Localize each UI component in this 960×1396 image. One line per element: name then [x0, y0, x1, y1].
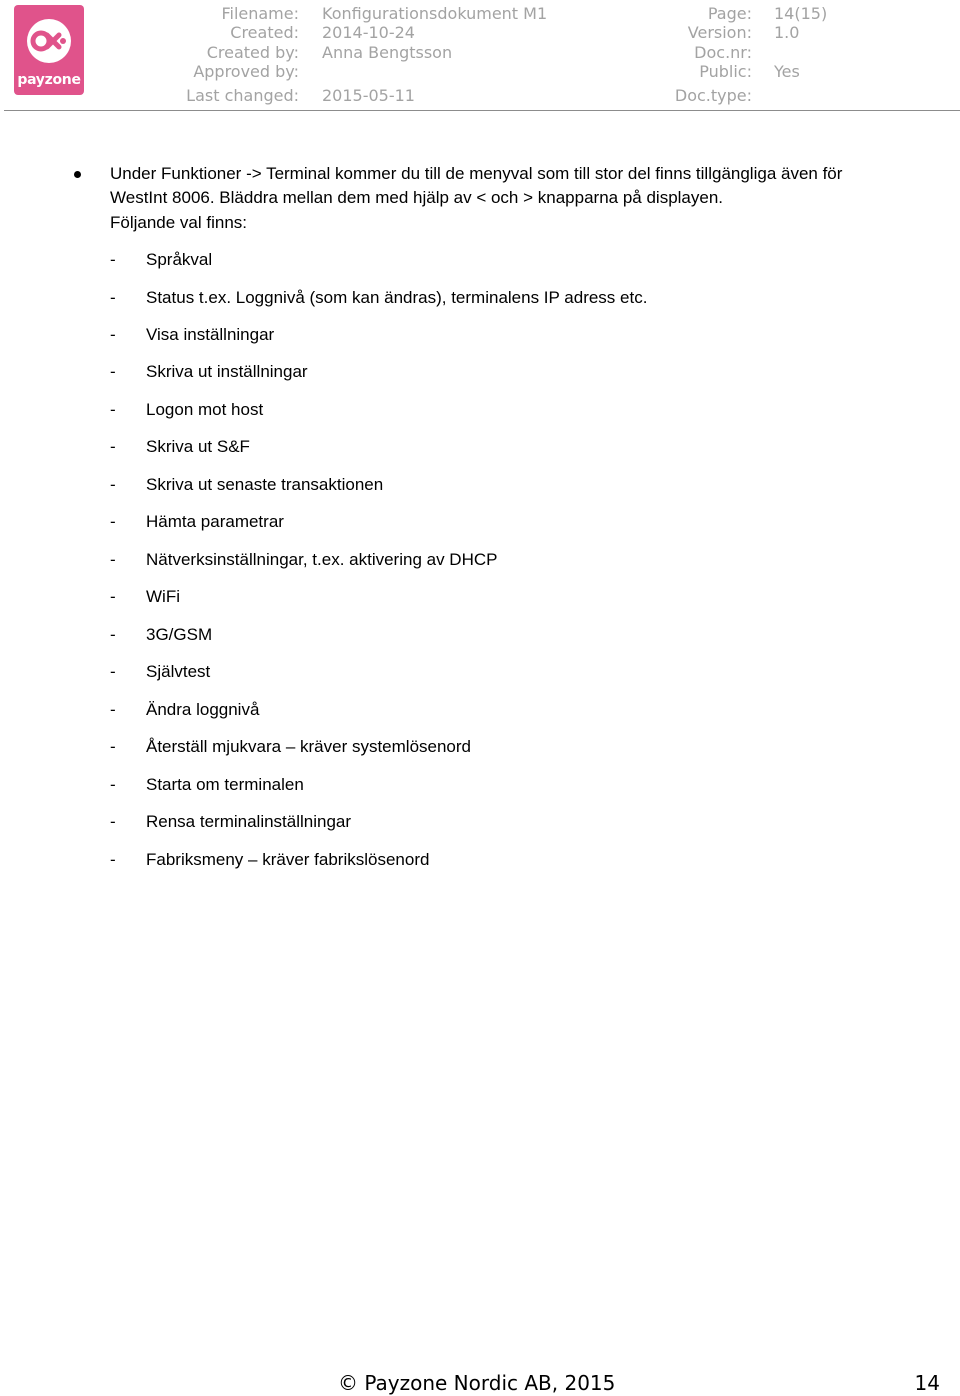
list-item: [110, 810, 810, 834]
created-label: Created:: [230, 23, 299, 42]
docnr-label: Doc.nr:: [694, 43, 752, 62]
filename-value: Konfigurationsdokument M1: [322, 4, 548, 23]
list-item: [110, 848, 810, 872]
list-item: [110, 323, 810, 347]
list-item-text: Status t.ex. Loggnivå (som kan ändras), terminalens IP adress etc.: [146, 288, 648, 307]
list-item-text: Återställ mjukvara – kräver systemlösenord: [146, 737, 472, 756]
dash-marker: -: [110, 288, 116, 307]
list-item: [110, 660, 810, 684]
list-item-text: 3G/GSM: [146, 625, 213, 644]
list-item-text: Starta om terminalen: [146, 775, 304, 794]
list-item: [110, 248, 810, 272]
list-item: [110, 510, 810, 534]
created-value: 2014-10-24: [322, 23, 415, 42]
approved-by-label: Approved by:: [193, 62, 299, 81]
doctype-label: Doc.type:: [674, 86, 752, 105]
list-item-text: Skriva ut inställningar: [146, 362, 308, 381]
version-label: Version:: [687, 23, 752, 42]
list-item-text: Språkval: [146, 250, 213, 269]
page-value: 14(15): [774, 4, 828, 23]
list-item-text: Skriva ut senaste transaktionen: [146, 475, 384, 494]
dash-marker: -: [110, 512, 116, 531]
list-item: [110, 360, 810, 384]
dash-marker: -: [110, 587, 116, 606]
payzone-logo: [14, 5, 84, 95]
created-by-value: Anna Bengtsson: [322, 43, 453, 62]
dash-marker: -: [110, 437, 116, 456]
logo-wordmark: payzone: [17, 72, 81, 88]
list-item-text: Fabriksmeny – kräver fabrikslösenord: [146, 850, 430, 869]
dash-marker: -: [110, 250, 116, 269]
list-item-text: Rensa terminalinställningar: [146, 812, 352, 831]
list-item-text: Hämta parametrar: [146, 512, 284, 531]
dash-marker: -: [110, 325, 116, 344]
list-item: [110, 735, 810, 759]
dash-marker: -: [110, 737, 116, 756]
public-label: Public:: [699, 62, 752, 81]
list-item-text: Ändra loggnivå: [146, 700, 260, 719]
footer-page-number: 14: [914, 1371, 940, 1395]
dash-marker: -: [110, 475, 116, 494]
intro-line-2: WestInt 8006. Bläddra mellan dem med hjälp av < och > knapparna på displayen.: [110, 188, 724, 207]
intro-line-1: Under Funktioner -> Terminal kommer du till de menyval som till stor del finns tillgängliga även för: [110, 164, 843, 183]
list-item-text: Nätverksinställningar, t.ex. aktivering av DHCP: [146, 550, 498, 569]
dash-marker: -: [110, 625, 116, 644]
last-changed-value: 2015-05-11: [322, 86, 415, 105]
list-item: [110, 585, 810, 609]
list-item-text: WiFi: [146, 587, 180, 606]
list-item: [110, 286, 810, 310]
intro-line-3: Följande val finns:: [110, 213, 248, 232]
list-item: [110, 623, 810, 647]
list-item-text: Självtest: [146, 662, 211, 681]
list-item-text: Logon mot host: [146, 400, 264, 419]
dash-marker: -: [110, 700, 116, 719]
header-divider: [4, 110, 960, 111]
list-item: [110, 698, 810, 722]
list-item: [110, 398, 810, 422]
document-header: [0, 0, 960, 112]
last-changed-label: Last changed:: [186, 86, 299, 105]
list-item: [110, 548, 810, 572]
dash-marker: -: [110, 662, 116, 681]
dash-marker: -: [110, 400, 116, 419]
dash-marker: -: [110, 812, 116, 831]
page-label: Page:: [707, 4, 752, 23]
list-item: [110, 773, 810, 797]
public-value: Yes: [774, 62, 800, 81]
list-item: [110, 435, 810, 459]
dash-marker: -: [110, 775, 116, 794]
dash-marker: -: [110, 362, 116, 381]
list-item-text: Visa inställningar: [146, 325, 275, 344]
filename-label: Filename:: [221, 4, 299, 23]
footer-copyright: © Payzone Nordic AB, 2015: [338, 1371, 616, 1395]
dash-marker: -: [110, 550, 116, 569]
list-item-text: Skriva ut S&F: [146, 437, 250, 456]
dash-marker: -: [110, 850, 116, 869]
list-item: [110, 473, 810, 497]
version-value: 1.0: [774, 23, 800, 42]
bullet-dot-icon: [74, 171, 81, 178]
created-by-label: Created by:: [206, 43, 299, 62]
